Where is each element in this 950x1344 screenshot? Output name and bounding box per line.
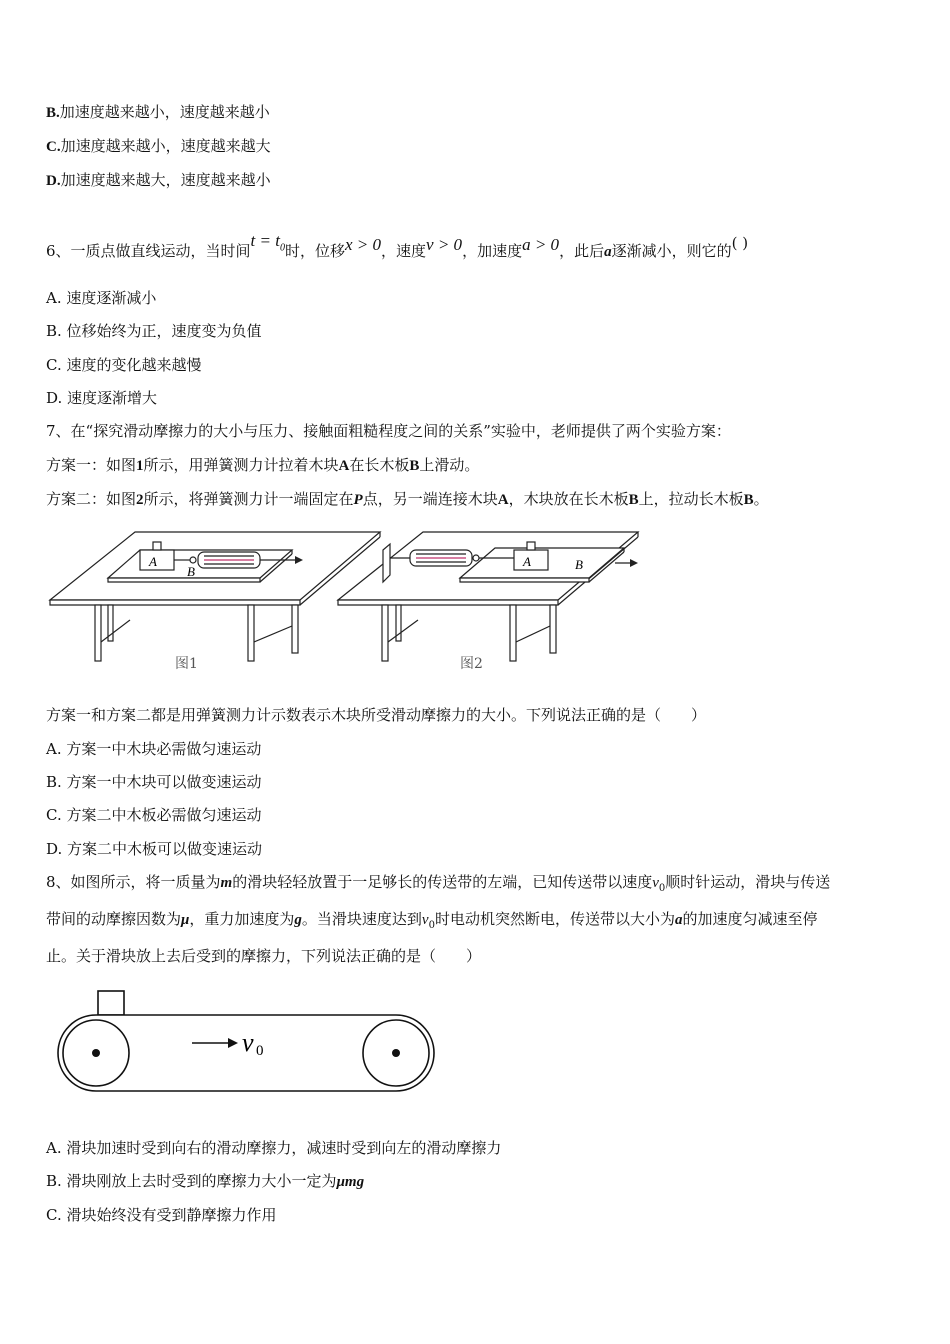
time-condition: $t = t_0$ <box>250 231 285 254</box>
option-text: 加速度越来越小，速度越来越大 <box>60 137 271 155</box>
label-block-a: A <box>523 554 531 569</box>
q8-option-c: C. 滑块始终没有受到静摩擦力作用 <box>46 1206 277 1224</box>
displacement-condition: x > 0 <box>344 235 382 254</box>
q5-option-c <box>46 136 271 157</box>
q7-plan2: 方案二：如图2所示，将弹簧测力计一端固定在P点，另一端连接木块A，木块放在长木板B上，拉动长木板B。 <box>46 490 769 508</box>
answer-bracket: ( ) <box>731 234 749 252</box>
figure1-table <box>50 532 380 661</box>
slider-block <box>98 991 124 1015</box>
q7-option-d: D. 方案二中木板可以做变速运动 <box>46 840 263 858</box>
label-block-a: A <box>149 554 157 569</box>
q6-option-c: C. 速度的变化越来越慢 <box>46 356 202 374</box>
q7-figures <box>40 520 650 680</box>
q7-option-c: C. 方案二中木板必需做匀速运动 <box>46 806 262 824</box>
q6-option-b: B. 位移始终为正，速度变为负值 <box>46 322 262 340</box>
q7-stem: 7、在“探究滑动摩擦力的大小与压力、接触面粗糙程度之间的关系”实验中，老师提供了两个实验方案： <box>46 422 731 440</box>
option-letter: B. <box>46 105 60 121</box>
velocity-condition: v > 0 <box>426 235 463 254</box>
conveyor-diagram <box>52 985 442 1100</box>
pulley-axle-icon <box>92 1049 100 1057</box>
q7-option-b: B. 方案一中木块可以做变速运动 <box>46 773 262 791</box>
q7-question: 方案一和方案二都是用弹簧测力计示数表示木块所受滑动摩擦力的大小。下列说法正确的是（ ） <box>46 706 707 724</box>
q7-option-a: A. 方案一中木块必需做匀速运动 <box>46 740 262 758</box>
option-text: 加速度越来越大，速度越来越小 <box>60 171 271 189</box>
option-letter: C. <box>46 139 61 155</box>
velocity-label: v <box>242 1028 254 1057</box>
figure2-caption: 图2 <box>460 656 483 672</box>
q8-stem-line3: 止。关于滑块放上去后受到的摩擦力，下列说法正确的是（ ） <box>46 947 482 965</box>
tables-diagram <box>40 520 650 680</box>
pulley-axle-icon <box>392 1049 400 1057</box>
q5-option-b <box>46 102 270 123</box>
label-board-b: B <box>187 564 195 579</box>
option-text: 加速度越来越小，速度越来越小 <box>59 103 270 121</box>
figure1-caption: 图1 <box>175 656 198 672</box>
q8-option-a: A. 滑块加速时受到向右的滑动摩擦力，减速时受到向左的滑动摩擦力 <box>46 1139 502 1157</box>
q5-option-d <box>46 170 271 191</box>
label-board-b: B <box>575 557 583 572</box>
q6-option-a: A. 速度逐渐减小 <box>46 289 157 307</box>
figure2-table <box>338 532 638 661</box>
q6-option-d: D. 速度逐渐增大 <box>46 389 158 407</box>
q6-stem: 6、一质点做直线运动，当时间$t = t_0$时，位移x > 0，速度v > 0，加速度a > 0，此后a逐渐减小，则它的( ) <box>46 231 749 260</box>
pull-arrow-icon <box>630 559 638 567</box>
option-letter: D. <box>46 173 61 189</box>
velocity-subscript: 0 <box>256 1043 264 1059</box>
acceleration-condition: a > 0 <box>522 235 560 254</box>
q7-plan1: 方案一：如图1所示，用弹簧测力计拉着木块A在长木板B上滑动。 <box>46 456 480 474</box>
q8-conveyor-figure <box>52 985 442 1100</box>
q8-stem-line2: 带间的动摩擦因数为μ，重力加速度为g。当滑块速度达到$v_0$时电动机突然断电，传送带以大小为a的加速度匀减速至停 <box>46 910 818 931</box>
q8-stem-line1: 8、如图所示，将一质量为m的滑块轻轻放置于一足够长的传送带的左端，已知传送带以速度$v_0$顺时针运动，滑块与传送 <box>46 873 831 894</box>
q8-option-b: B. 滑块刚放上去时受到的摩擦力大小一定为μmg <box>46 1172 365 1190</box>
